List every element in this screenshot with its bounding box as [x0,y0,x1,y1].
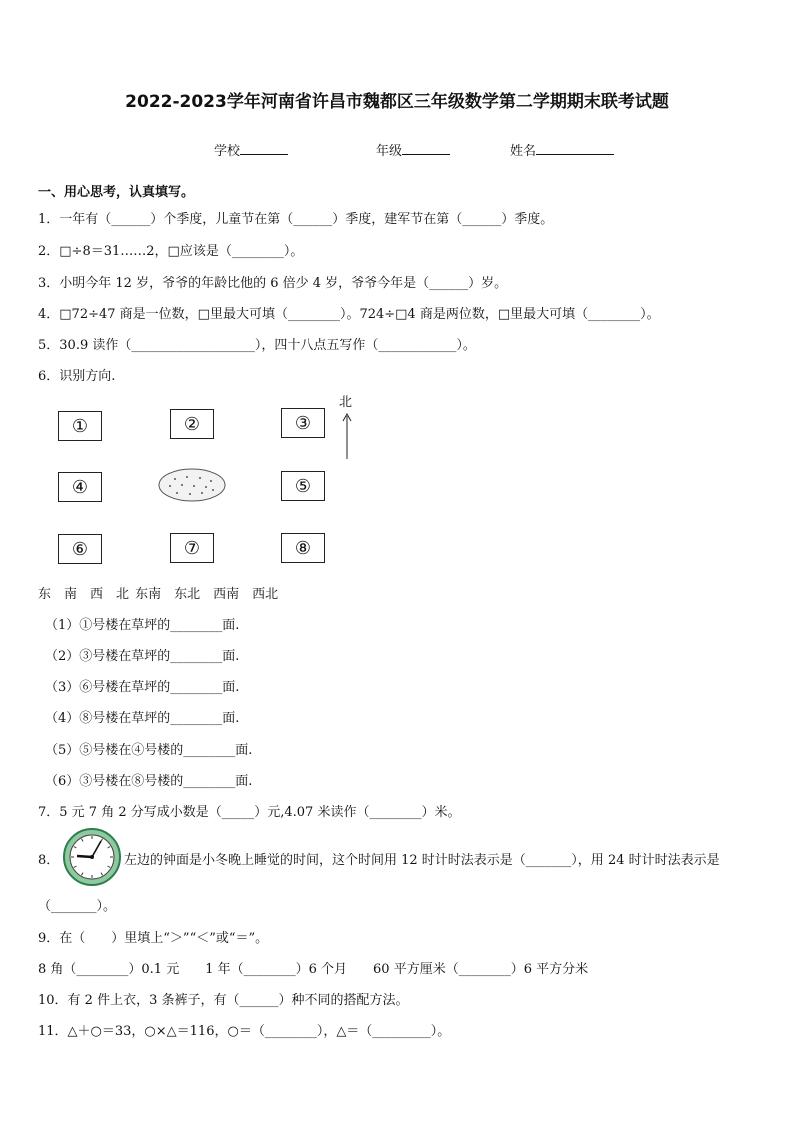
building-5: ⑤ [281,471,325,501]
school-field [214,140,288,159]
lawn-ellipse [155,466,229,504]
name-field [510,140,614,159]
question-2: 2．□÷8＝31……2，□应该是（________）。 [38,244,304,259]
q6-sub-2: （2）③号楼在草坪的________面. [45,649,240,664]
question-1: 1．一年有（______）个季度，儿童节在第（______）季度，建军节在第（______）季度。 [38,212,554,227]
school-blank[interactable] [240,141,288,155]
question-8-number: 8． [38,853,60,868]
question-9-items: 8 角（________）0.1 元 1 年（________）6 个月 60 平方厘米（________）6 平方分米 [38,962,589,977]
question-10: 10．有 2 件上衣，3 条裤子，有（______）种不同的搭配方法。 [38,993,409,1008]
question-6: 6．识别方向. [38,369,116,384]
question-3: 3．小明今年 12 岁，爷爷的年龄比他的 6 倍少 4 岁，爷爷今年是（______）岁。 [38,276,508,291]
question-9: 9．在（ ）里填上“＞”“＜”或“＝”。 [38,931,269,946]
section-heading: 一、用心思考，认真填写。 [38,185,195,200]
school-label: 学校 [214,144,241,159]
clock-icon [62,827,122,887]
q6-sub-5: （5）⑤号楼在④号楼的________面. [45,743,253,758]
direction-options: 东 南 西 北 东南 东北 西南 西北 [38,587,279,602]
building-4: ④ [58,472,102,502]
north-label: 北 [339,395,353,410]
question-4: 4．□72÷47 商是一位数，□里最大可填（________）。724÷□4 商是两位数，□里最大可填（________）。 [38,307,660,322]
q6-sub-4: （4）⑧号楼在草坪的________面. [45,711,240,726]
question-8-continued: （_______）。 [38,899,117,914]
page-title: 2022-2023学年河南省许昌市魏都区三年级数学第二学期期末联考试题 [125,92,669,112]
name-label: 姓名 [510,144,537,159]
question-11: 11．△＋○＝33，○×△＝116，○＝（________），△＝（_________）。 [38,1024,451,1039]
building-7: ⑦ [170,533,214,563]
q6-sub-6: （6）③号楼在⑧号楼的________面. [45,774,253,789]
north-arrow-icon [341,412,353,460]
question-5: 5．30.9 读作（___________________），四十八点五写作（____________）。 [38,338,476,353]
grade-label: 年级 [376,144,403,159]
name-blank[interactable] [536,141,614,155]
grade-field [376,140,450,159]
building-1: ① [58,411,102,441]
grade-blank[interactable] [402,141,450,155]
question-8-text: 左边的钟面是小冬晚上睡觉的时间，这个时间用 12 时计时法表示是（_______），用 24 时计时法表示是 [124,853,720,868]
q6-sub-1: （1）①号楼在草坪的________面. [45,618,240,633]
building-6: ⑥ [58,534,102,564]
question-7: 7．5 元 7 角 2 分写成小数是（_____）元,4.07 米读作（________）米。 [38,805,461,820]
building-8: ⑧ [281,533,325,563]
building-2: ② [170,409,214,439]
building-3: ③ [281,408,325,438]
q6-sub-3: （3）⑥号楼在草坪的________面. [45,680,240,695]
